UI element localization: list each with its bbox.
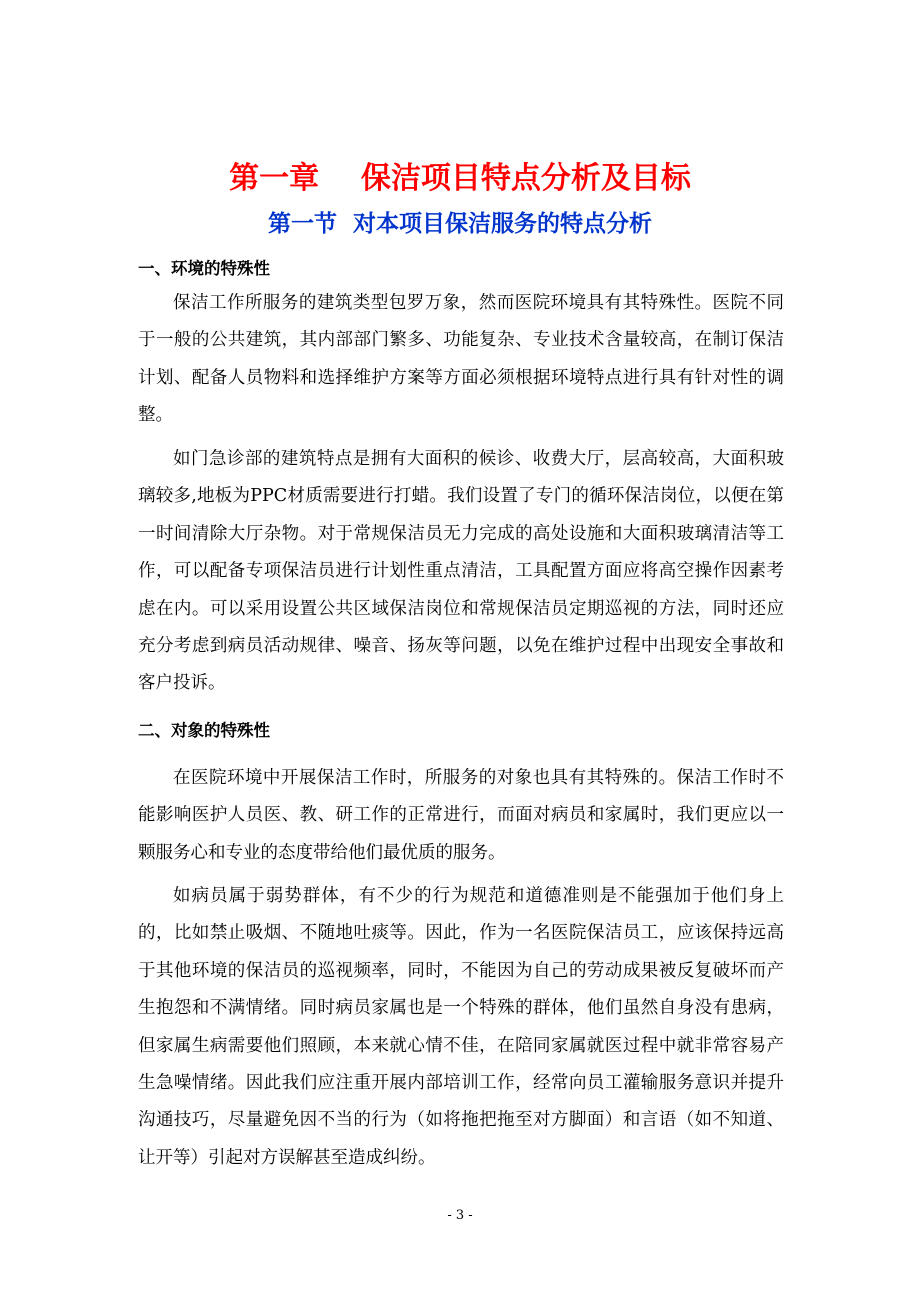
paragraph-environment-intro: 保洁工作所服务的建筑类型包罗万象，然而医院环境具有其特殊性。医院不同于一般的公共建筑，其内部部门繁多、功能复杂、专业技术含量较高，在制订保洁计划、配备人员物料和选择维护方案等方面必须根据环境特点进行具有针对性的调整。	[138, 293, 784, 426]
chapter-title: 第一章 保洁项目特点分析及目标	[229, 161, 691, 196]
page-number: - 3 -	[447, 1208, 473, 1223]
paragraph-outpatient-example: 如门急诊部的建筑特点是拥有大面积的候诊、收费大厅，层高较高，大面积玻璃较多,地板为PPC材质需要进行打蜡。我们设置了专门的循环保洁岗位，以便在第一时间清除大厅杂物。对于常规保洁员无力完成的高处设施和大面积玻璃清洁等工作，可以配备专项保洁员进行计划性重点清洁，工具配置方面应将高空操作因素考虑在内。可以采用设置公共区域保洁岗位和常规保洁员定期巡视的方法，同时还应充分考虑到病员活动规律、噪音、扬灰等问题，以免在维护过程中出现安全事故和客户投诉。	[138, 449, 784, 694]
paragraph-patient-example: 如病员属于弱势群体，有不少的行为规范和道德准则是不能强加于他们身上的，比如禁止吸烟、不随地吐痰等。因此，作为一名医院保洁员工，应该保持远高于其他环境的保洁员的巡视频率，同时，不能因为自己的劳动成果被反复破坏而产生抱怨和不满情绪。同时病员家属也是一个特殊的群体，他们虽然自身没有患病，但家属生病需要他们照顾，本来就心情不佳，在陪同家属就医过程中就非常容易产生急噪情绪。因此我们应注重开展内部培训工作，经常向员工灌输服务意识并提升沟通技巧，尽量避免因不当的行为（如将拖把拖至对方脚面）和言语（如不知道、让开等）引起对方误解甚至造成纠纷。	[138, 886, 784, 1168]
paragraph-target-intro: 在医院环境中开展保洁工作时，所服务的对象也具有其特殊的。保洁工作时不能影响医护人员医、教、研工作的正常进行，而面对病员和家属时，我们更应以一颗服务心和专业的态度带给他们最优质的服务。	[138, 768, 784, 863]
heading-environment: 一、环境的特殊性	[138, 259, 270, 278]
section-title: 第一节 对本项目保洁服务的特点分析	[267, 210, 652, 237]
heading-target: 二、对象的特殊性	[138, 721, 270, 740]
